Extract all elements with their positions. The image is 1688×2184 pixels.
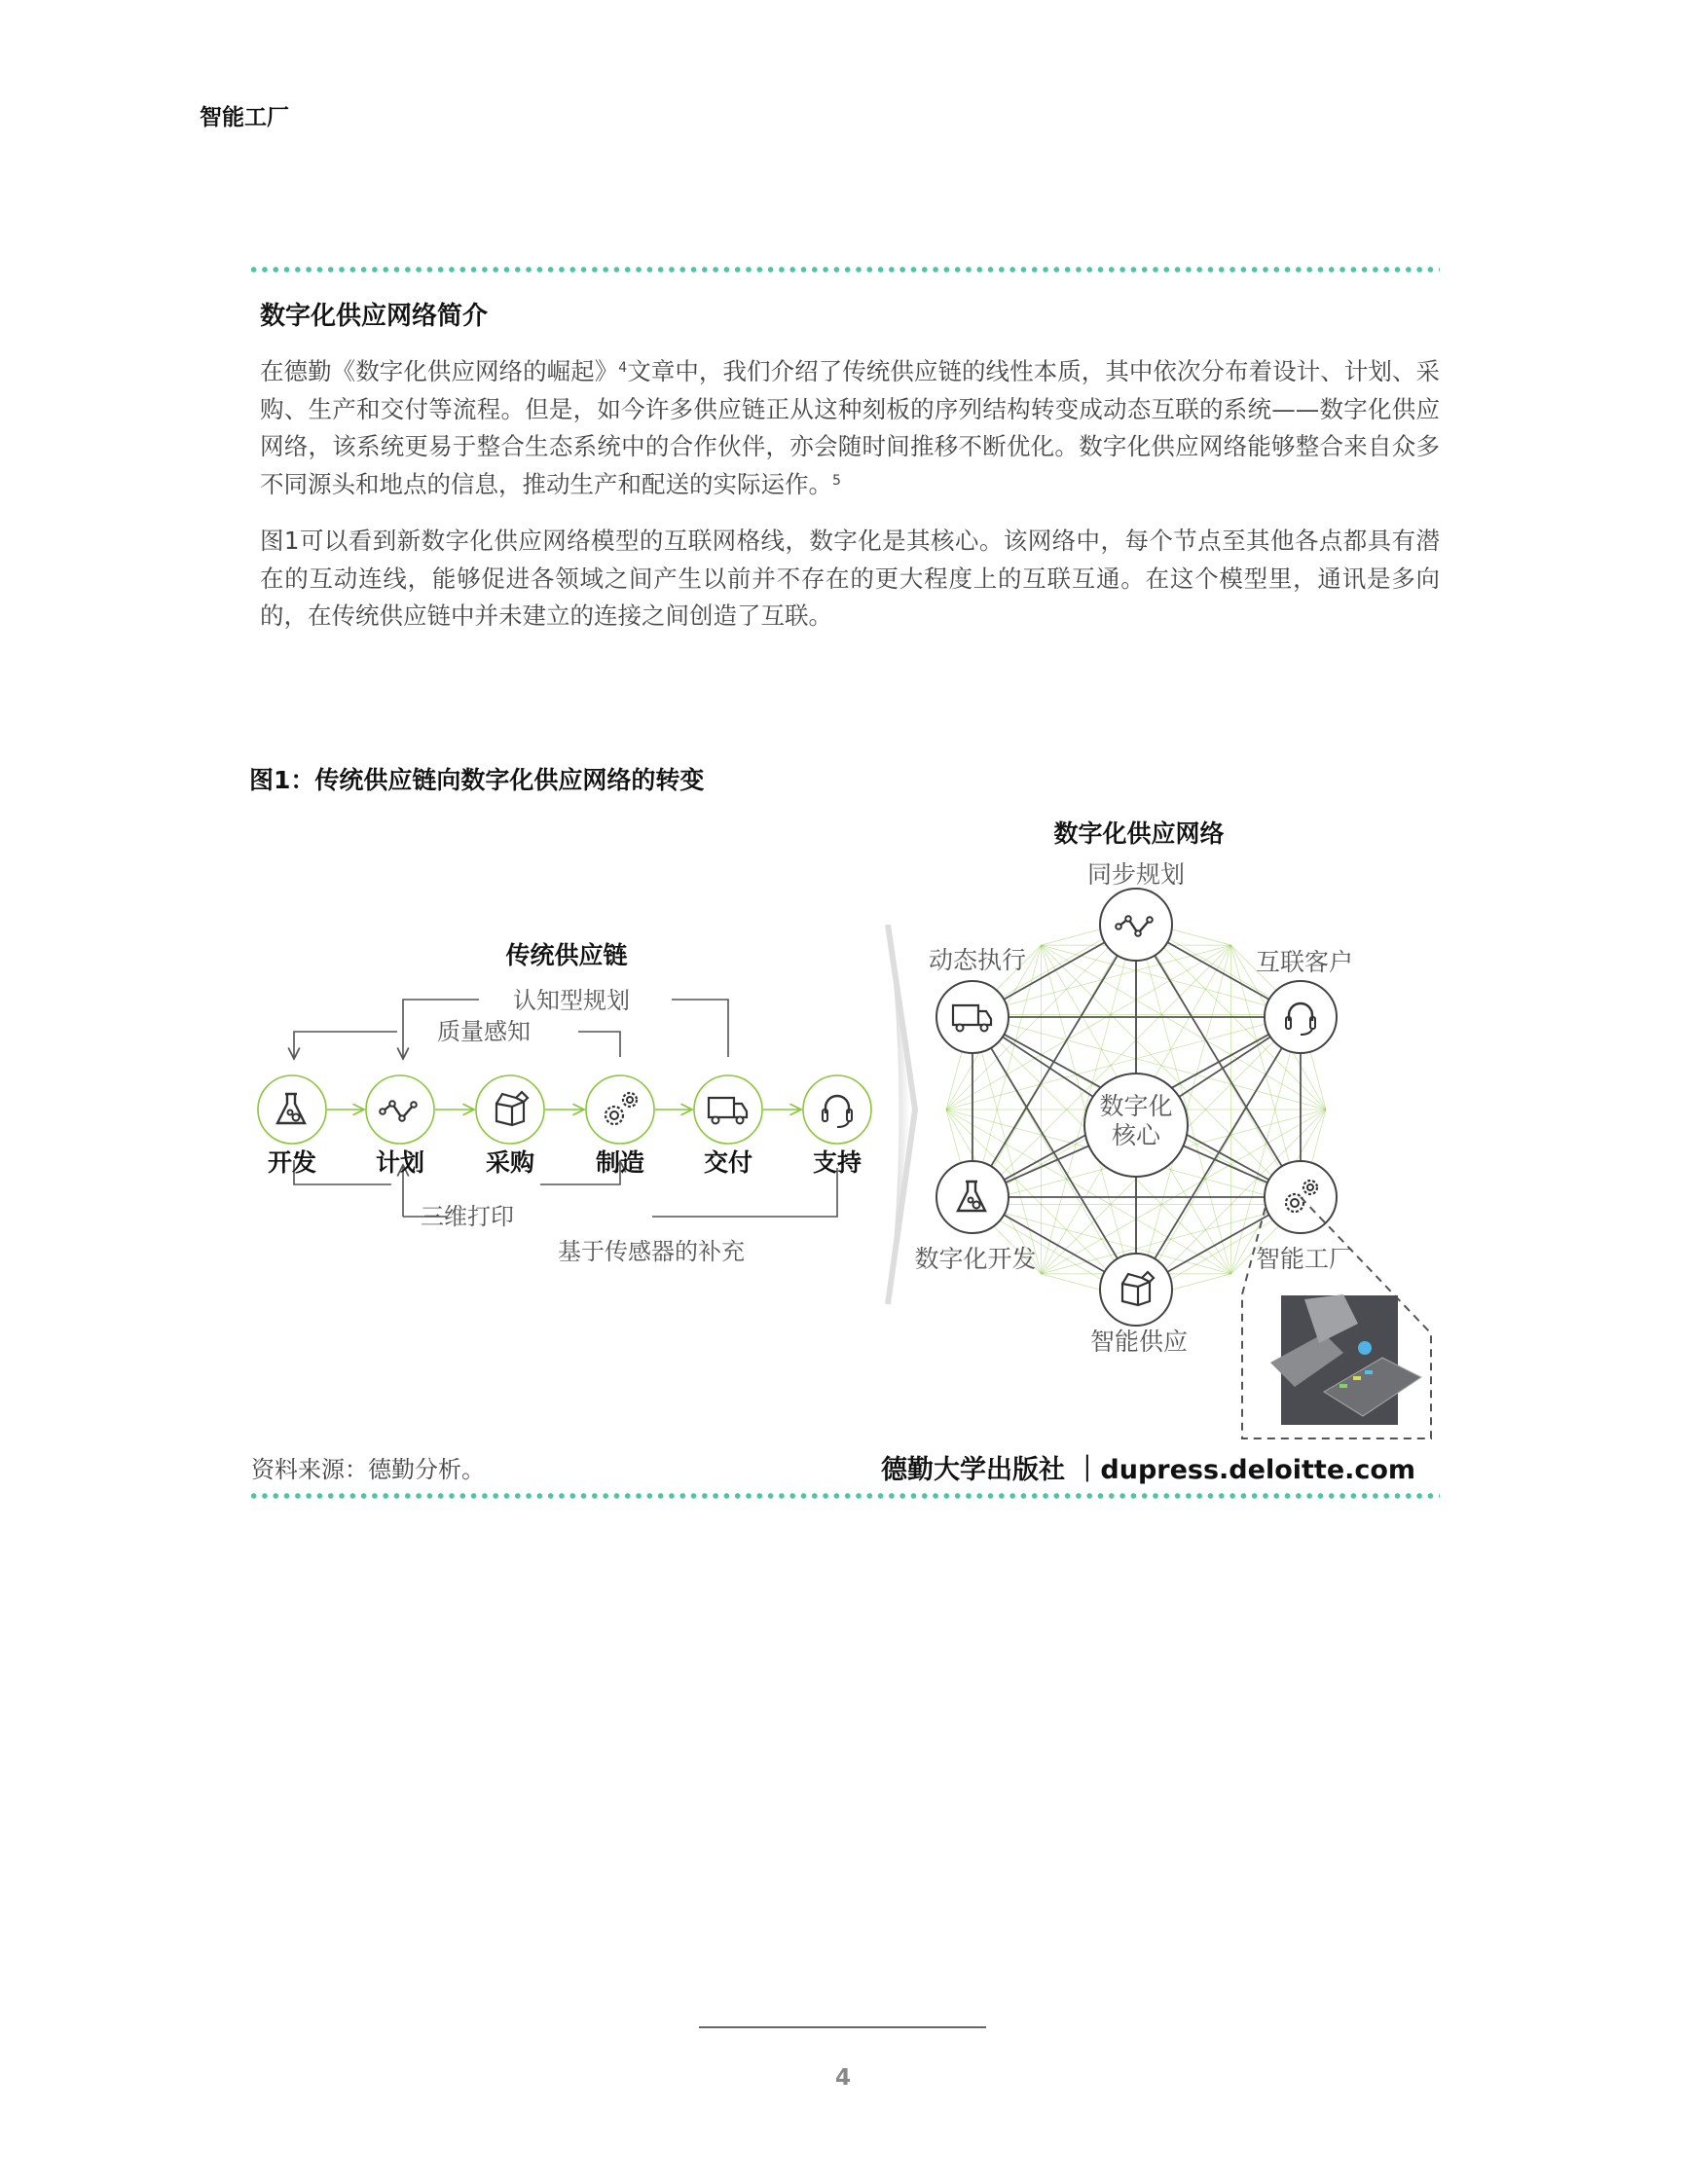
traditional-chain-steps — [258, 1075, 871, 1177]
paragraph-2: 图1可以看到新数字化供应网络模型的互联网格线，数字化是其核心。该网络中，每个节点至其他各点都具有潜在的互动连线，能够促进各领域之间产生以前并不存在的更大程度上的互联互通。在这个模型里，通讯是多向的，在传统供应链中并未建立的连接之间创造了互联。 — [260, 527, 1440, 630]
figure-title: 图1：传统供应链向数字化供应网络的转变 — [249, 766, 705, 794]
page-number: 4 — [834, 2065, 851, 2091]
chain-step — [476, 1075, 544, 1177]
footnote-ref-4[interactable]: 4 — [618, 360, 628, 376]
chain-step — [366, 1075, 434, 1177]
label-sensor-replenishment: 基于传感器的补充 — [558, 1238, 745, 1265]
digital-core — [1084, 1074, 1188, 1177]
chain-step — [586, 1075, 654, 1177]
core-label-line1: 数字化 — [1099, 1092, 1173, 1120]
chain-step-label: 计划 — [375, 1148, 425, 1177]
smart-factory-image — [1270, 1294, 1421, 1425]
paragraph-1-text-b: 文章中，我们介绍了传统供应链的线性本质，其中依次分布着设计、计划、采购、生产和交付等流程。但是，如今许多供应链正从这种刻板的序列结构转变成动态互联的系统——数字化供应网络，该系统更易于整合生态系统中的合作伙伴，亦会随时间推移不断优化。数字化供应网络能够整合来自众多不同源头和地点的信息，推动生产和配送的实际运作。 — [260, 357, 1441, 498]
chain-step — [694, 1075, 762, 1177]
chain-step-label: 交付 — [703, 1148, 753, 1177]
chain-step-label: 开发 — [267, 1148, 317, 1177]
network-node — [929, 946, 1026, 1053]
paragraph-1-text-a: 在德勤《数字化供应网络的崛起》 — [260, 357, 619, 385]
chain-step-label: 采购 — [485, 1148, 535, 1177]
network-node — [1256, 948, 1353, 1053]
network-node-label: 同步规划 — [1086, 860, 1186, 889]
network-node — [1256, 1161, 1353, 1273]
network-node-label: 动态执行 — [928, 946, 1027, 974]
network-node-label: 智能工厂 — [1255, 1245, 1354, 1273]
running-header: 智能工厂 — [200, 105, 289, 130]
network-node — [1087, 860, 1185, 961]
network-node-label: 互联客户 — [1255, 948, 1354, 976]
bottom-dotted-divider — [248, 1493, 1440, 1499]
chain-step-label: 制造 — [595, 1148, 645, 1177]
label-3d-printing: 三维打印 — [421, 1203, 514, 1230]
network-node-label: 数字化开发 — [914, 1245, 1037, 1273]
footnote-ref-5[interactable]: 5 — [832, 472, 841, 489]
chain-step-label: 支持 — [812, 1148, 862, 1177]
publisher-link[interactable]: 德勤大学出版社 ｜dupress.deloitte.com — [881, 1455, 1416, 1485]
section-title: 数字化供应网络简介 — [260, 302, 489, 331]
chain-step — [258, 1075, 326, 1177]
label-quality-sensing: 质量感知 — [437, 1018, 531, 1045]
label-cognitive-planning: 认知型规划 — [513, 987, 630, 1014]
footer-rule — [699, 2026, 986, 2028]
core-label-line2: 核心 — [1111, 1121, 1161, 1149]
chain-step — [803, 1075, 871, 1177]
network-node-label: 智能供应 — [1089, 1328, 1189, 1356]
network-title: 数字化供应网络 — [1053, 819, 1225, 848]
traditional-chain-title: 传统供应链 — [505, 941, 628, 969]
source-note: 资料来源：德勤分析。 — [251, 1456, 485, 1483]
